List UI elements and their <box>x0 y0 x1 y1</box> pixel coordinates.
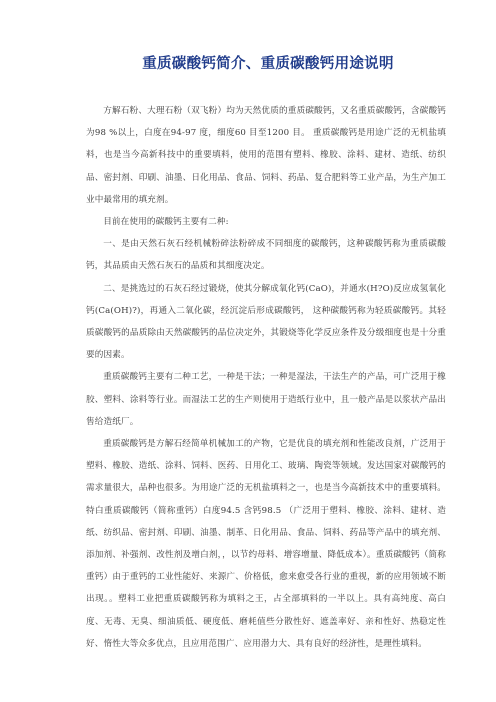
paragraph: 一、是由天然石灰石经机械粉碎法粉碎成不同细度的碳酸钙，这种碳酸钙称为重质碳酸钙，其品质由天然石灰石的品质和其细度决定。 <box>86 239 446 272</box>
paragraph: 二、是挑选过的石灰石经过锻烧，使其分解成氧化钙(CaO)，并通水(H?O)反应成氢氧化钙(Ca(OH)?)，再通入二氧化碳，经沉淀后形成碳酸钙， 这种碳酸钙称为轻质碳酸钙。其轻质碳酸钙的品质除由天然碳酸钙的品位决定外，其锻烧等化学反应条件及分级细度也是十分重要的因素。 <box>86 283 446 361</box>
document-title: 重质碳酸钙简介、重质碳酸钙用途说明 <box>142 56 394 72</box>
paragraph: 目前在使用的碳酸钙主要有二种: <box>103 217 229 228</box>
paragraph: 重质碳酸钙是方解石经简单机械加工的产物，它是优良的填充剂和性能改良剂，广泛用于塑料、橡胶、造纸、涂料、饲料、医药、日用化工、玻璃、陶瓷等领域。发达国家对碳酸钙的需求量很大，品种也很多。为用途广泛的无机盐填料之一，也是当今高新技术中的重要填料。特白重质碳酸钙（简称重钙）白度94.5 含钙98.5 （广泛用于塑料、橡胶、涂料、建材、造纸、纺织品、密封剂、印刷、油墨、制革、日化用品、食品、饲料、药品等产品中的填充剂、添加剂、补强剂、改性剂及增白剂，，以节约母料、增容增量、降低成本）。重质碳酸钙（简称重钙）由于重钙的工业性能好、来源广、价格低，愈来愈受各行业的重视，新的应用领域不断出现。。塑料工业把重质碳酸钙称为填料之王，占全部填料的一半以上。具有高纯度、高白度、无毒、无臭、细油质低、硬度低、磨耗值些分散性好、遮盖率好、亲和性好、热稳定性好、惰性大等众多优点，且应用范围广、应用潜力大、具有良好的经济性，是理性填料。 <box>86 439 446 649</box>
paragraph: 方解石粉、大理石粉（双飞粉）均为天然优质的重质碳酸钙，又名重质碳酸钙，含碳酸钙为98 %以上，白度在94-97 度，细度60 目至1200 目。 重质碳酸钙是用途广泛的无机盐填料，也是当今高新科技中的重要填料，使用的范围有塑料、橡胶、涂料、建材、造纸、纺织品、密封剂、印刷、油墨、日化用品、食品、饲料、药品、复合肥料等工业产品，为生产加工业中最常用的填充剂。 <box>86 106 446 205</box>
document-body <box>86 100 446 655</box>
paragraph: 重质碳酸钙主要有二种工艺，一种是干法；一种是湿法，干法生产的产品，可广泛用于橡胶、塑料、涂料等行业。而湿法工艺的生产则使用于造纸行业中，且一般产品是以浆状产品出售给造纸厂。 <box>86 372 446 427</box>
